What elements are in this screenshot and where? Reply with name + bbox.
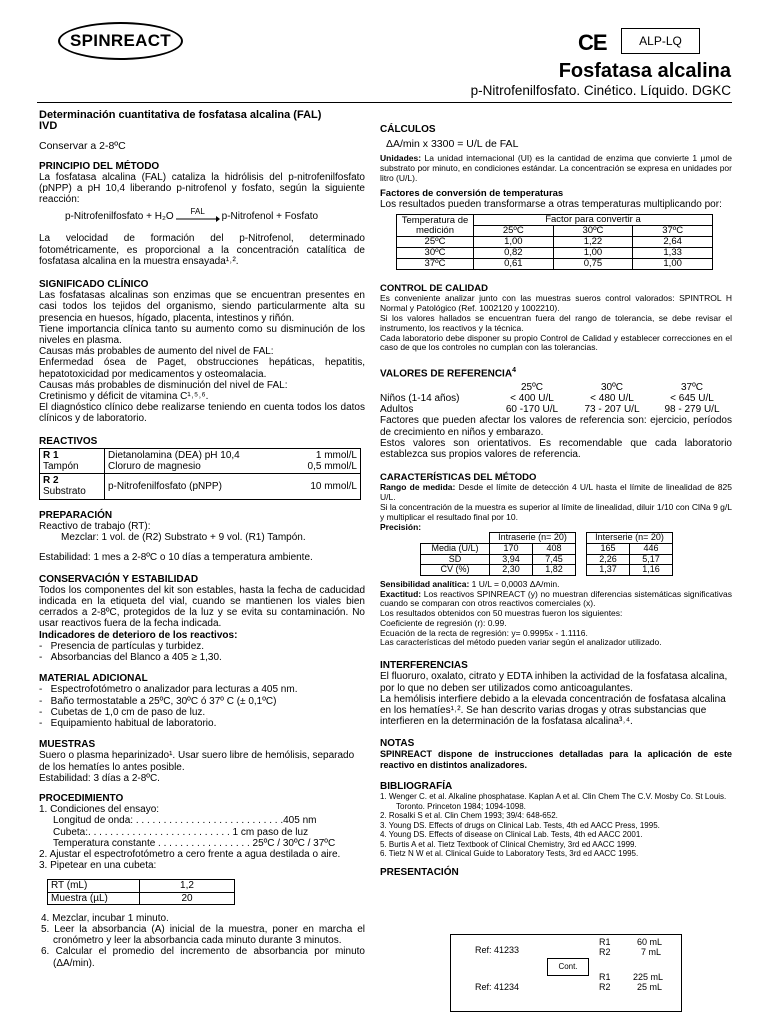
deterioro-list	[39, 641, 365, 663]
reaction-arrow	[176, 208, 220, 222]
significado-line: Causas más probables de disminución del nivel de FAL:	[39, 379, 288, 391]
factores-title: Factores de conversión de temperaturas	[380, 187, 564, 199]
factores-text: Los resultados pueden transformarse a otras temperaturas multiplicando por:	[380, 199, 722, 210]
row-label: Niños (1-14 años)	[380, 392, 460, 404]
table-header-row	[421, 533, 576, 544]
list-item: - Equipamiento habitual de laboratorio.	[39, 717, 217, 729]
step: 3. Pipetear en una cubeta:	[39, 860, 157, 872]
method-heading: Determinación cuantitativa de fosfatasa alcalina (FAL)	[39, 109, 322, 121]
pipette-label: Muestra (µL)	[48, 892, 140, 904]
muestras-title: MUESTRAS	[39, 739, 96, 751]
deterioro-title: Indicadores de deterioro de los reactivos:	[39, 629, 238, 641]
presentacion-title: PRESENTACIÓN	[380, 867, 459, 879]
principio-text: La fosfatasa alcalina (FAL) cataliza la hidrólisis del p-nitrofenilfosfato (pNPP) a pH 10,4 liberando p-nitrofenol y fosfato, según la siguiente reacción:	[39, 171, 365, 206]
preparacion-line: Reactivo de trabajo (RT):	[39, 520, 151, 532]
interferencias-text: El fluoruro, oxalato, citrato y EDTA inhiben la actividad de la fosfatasa alcalina, por lo que no deben ser utilizados como anticoagulantes.	[380, 671, 728, 694]
control-title: CONTROL DE CALIDAD	[380, 283, 489, 295]
precision-label: Precisión:	[380, 521, 422, 532]
list-item: 6. Tietz N W et al. Clinical Guide to Laboratory Tests, 3rd ed AACC 1995.	[380, 849, 639, 859]
referencia-text: Estos valores son orientativos. Es recomendable que cada laboratorio establezca sus propios valores de referencia.	[380, 437, 732, 460]
reagent-code: R 1	[43, 449, 59, 461]
list-item: - Presencia de partículas y turbidez.	[39, 640, 205, 652]
ecuacion-text: Ecuación de la recta de regresión: y= 0.9995x - 1.1116.	[380, 627, 588, 638]
component: Cloruro de magnesio	[108, 461, 201, 473]
table-row: Media (U/L) 170 408	[421, 543, 576, 554]
table-row: 165 446	[587, 543, 673, 554]
list-item: 1. Wenger C. et al. Alkaline phosphatase. Kaplan A et al. Clin Chem The C.V. Mosby Co. St Louis. Toronto. Princeton 1984; 1094-1098.	[380, 791, 727, 811]
cont-label: Cont.	[547, 958, 589, 976]
col-header: 25ºC	[474, 226, 554, 237]
reaction-enzyme: FAL	[190, 207, 205, 217]
material-title: MATERIAL ADICIONAL	[39, 673, 148, 685]
pipette-value: 1,2	[140, 880, 235, 892]
referencia-text: Factores que pueden afectar los valores de referencia son: ejercicio, períodos de crecimiento en niños y embarazo.	[380, 415, 732, 438]
referencia-title: VALORES DE REFERENCIA$^4$	[380, 367, 516, 380]
table-row: CV (%) 2,30 1,82	[421, 565, 576, 576]
reagent-label: R1	[599, 937, 611, 947]
step: 1. Condiciones del ensayo:	[39, 804, 160, 816]
step: 2. Ajustar el espectrofotómetro a cero frente a agua destilada o aire.	[39, 848, 341, 860]
step: 5. Leer la absorbancia (A) inicial de la muestra, poner en marcha el cronómetro y leer la absorbancia cada minuto durante 3 minutos.	[41, 923, 365, 947]
left-column	[39, 110, 365, 969]
col-header: 25ºC	[521, 381, 543, 393]
unidades-label: Unidades:	[380, 153, 422, 164]
intraserie-table	[420, 532, 576, 575]
spinreact-logo	[58, 22, 183, 60]
col-header: 37ºC	[681, 381, 703, 393]
condition: Temperatura constante . . . . . . . . . . . . . . . . . 25ºC / 30ºC / 37ºC	[53, 837, 336, 849]
reaction-equation	[65, 208, 365, 222]
reactivos-table	[39, 448, 361, 500]
presentacion-table	[450, 934, 682, 1012]
component: Dietanolamina (DEA) pH 10,4	[108, 449, 240, 461]
precision-tables	[420, 532, 732, 575]
calculos-formula: ΔA/min x 3300 = U/L de FAL	[386, 138, 519, 151]
reagent-cell	[40, 474, 105, 499]
header-divider	[37, 102, 732, 103]
control-line: Si los valores hallados se encuentran fuera del rango de tolerancia, se debe revisar el instrumento, los reactivos y la técnica.	[380, 313, 732, 333]
principio-title: PRINCIPIO DEL MÉTODO	[39, 160, 160, 172]
concentration: 10 mmol/L	[310, 480, 357, 492]
table-header-row	[587, 533, 673, 544]
storage-note: Conservar a 2-8ºC	[39, 140, 126, 153]
list-item: - Baño termostatable a 25ºC, 30ºC ó 37º C (± 0,1ºC)	[39, 695, 277, 707]
concentration: 0,5 mmol/L	[307, 461, 357, 473]
table-row	[40, 448, 361, 473]
significado-line: Las fosfatasas alcalinas son enzimas que se encuentran presentes en casi todos los tejidos del organismo, siendo particularmente alta su presencia en huesos, hígado, placenta, intestinos y riñón.	[39, 290, 365, 324]
condition: Cubeta:. . . . . . . . . . . . . . . . . . . . . . . . . . 1 cm paso de luz	[53, 826, 309, 838]
bibliografia-title: BIBLIOGRAFÍA	[380, 780, 453, 792]
reaction-right: p-Nitrofenol + Fosfato	[221, 211, 319, 223]
caracteristicas-title: CARACTERÍSTICAS DEL MÉTODO	[380, 472, 537, 484]
table-row	[48, 880, 235, 892]
bibliography-list	[380, 792, 732, 859]
list-item: 5. Burtis A et al. Tietz Textbook of Clinical Chemistry, 3rd ed AACC 1999.	[380, 839, 637, 849]
ivd-label: IVD	[39, 120, 58, 133]
table-row: SD 3,94 7,45	[421, 554, 576, 565]
step: 4. Mezclar, incubar 1 minuto.	[41, 912, 169, 924]
list-item: 4. Young DS. Effects of disease on Clinical Lab. Tests, 4th ed AACC 2001.	[380, 830, 643, 840]
reagent-cell	[40, 448, 105, 473]
component-cell	[105, 474, 287, 499]
table-row	[48, 892, 235, 904]
reagent-name: Substrato	[43, 486, 86, 498]
product-code: ALP-LQ	[639, 34, 682, 48]
significado-line: El diagnóstico clínico debe realizarse teniendo en cuenta todos los datos clínicos y de laboratorio.	[39, 402, 365, 425]
interferencias-text: La hemólisis interfiere debido a la elevada concentración de fosfatasa alcalina en los hematíes¹˒². Se han descrito varias drogas y otras substancias que interfieren en la determinación de la fosfatasa alcalina³˒⁴.	[380, 693, 726, 728]
steps-list	[39, 913, 365, 969]
unidades-text: Unidades: La unidad internacional (UI) es la cantidad de enzima que convierte 1 µmol de substrato por minuto, en condiciones estándar. La concentración se expresa en unidades por litro (U/L).	[380, 153, 732, 183]
control-line: Es conveniente analizar junto con las muestras sueros control valorados: SPINTROL H Normal y Patológico (Ref. 1002120 y 1002210).	[380, 293, 732, 314]
list-item: - Cubetas de 1,0 cm de paso de luz.	[39, 706, 206, 718]
component: p-Nitrofenilfosfato (pNPP)	[108, 480, 222, 492]
pipette-table	[47, 879, 235, 904]
col-header: 30ºC	[601, 381, 623, 393]
volume: 225 mL	[633, 972, 664, 982]
exactitud-label: Exactitud:	[380, 588, 422, 599]
ref-code: Ref: 41233	[475, 945, 520, 955]
calculos-title: CÁLCULOS	[380, 124, 436, 135]
preparacion-title: PREPARACIÓN	[39, 509, 113, 521]
rango-label: Rango de medida:	[380, 482, 456, 493]
concentration: 1 mmol/L	[315, 449, 357, 461]
significado-line: Enfermedad ósea de Paget, obstrucciones hepáticas, hepatitis, hepatotoxicidad por medicamentos y osteomalacia.	[39, 357, 365, 380]
list-item: 3. Young DS. Effects of drugs on Clinical Lab. Tests, 4th ed AACC Press, 1995.	[380, 820, 660, 830]
preparacion-line: Mezclar: 1 vol. de (R2) Substrato + 9 vol. (R1) Tampón.	[61, 532, 306, 544]
preparacion-stability: Estabilidad: 1 mes a 2-8ºC o 10 días a temperatura ambiente.	[39, 552, 313, 564]
conversion-table	[396, 214, 713, 270]
interserie-header: Interserie (n= 20)	[587, 533, 673, 544]
table-row: 25ºC 1,00 1,22 2,64	[397, 237, 713, 248]
reagent-label: R1	[599, 972, 611, 982]
pipette-label: RT (mL)	[48, 880, 140, 892]
component-cell	[105, 448, 287, 473]
muestras-text: Suero o plasma heparinizado¹. Usar suero libre de hemólisis, separado de los hematíes lo antes posible.	[39, 750, 355, 773]
notas-title: NOTAS	[380, 737, 415, 749]
results-text: Los resultados obtenidos con 50 muestras fueron los siguientes:	[380, 608, 623, 619]
table-row: 30ºC 0,82 1,00 1,33	[397, 248, 713, 259]
coef-text: Coeficiente de regresión (r): 0.99.	[380, 617, 507, 628]
principio-text-2: La velocidad de formación del p-Nitrofenol, determinado fotométricamente, es proporcional a la concentración catalítica de fosfatasa alcalina en la muestra ensayada¹˒².	[39, 233, 365, 267]
table-header-row	[397, 215, 713, 226]
significado-line: Causas más probables de aumento del nivel de FAL:	[39, 346, 274, 358]
sensibilidad-text: Sensibilidad analítica: 1 U/L = 0,0003 ΔA/min.	[380, 578, 560, 589]
procedimiento-title: PROCEDIMIENTO	[39, 792, 124, 804]
step: 6. Calcular el promedio del incremento de absorbancia por minuto (ΔA/min).	[41, 946, 365, 969]
significado-line: Cretinismo y déficit de vitamina C¹˒⁵˒⁶.	[39, 391, 209, 403]
pipette-value: 20	[140, 892, 235, 904]
reagent-name: Tampón	[43, 461, 79, 473]
volume: 7 mL	[641, 947, 662, 957]
muestras-stability: Estabilidad: 3 días a 2-8ºC.	[39, 772, 160, 784]
reaction-left: p-Nitrofenilfosfato + H₂O	[65, 211, 174, 223]
ce-mark: CE	[578, 30, 607, 55]
col-header: 30ºC	[553, 226, 633, 237]
interserie-table	[586, 532, 673, 575]
right-column	[380, 124, 732, 878]
reactivos-title: REACTIVOS	[39, 435, 98, 447]
list-item: - Absorbancias del Blanco a 405 ≥ 1,30.	[39, 651, 222, 663]
reagent-label: R2	[599, 947, 611, 957]
sensibilidad-label: Sensibilidad analítica:	[380, 578, 470, 589]
table-row	[40, 474, 361, 499]
conservacion-text: Todos los componentes del kit son estables, hasta la fecha de caducidad indicada en la etiqueta del vial, cuando se mantienen los viales bien cerrados a 2-8ºC, protegidos de la luz y se evita su contaminación. No usar reactivos fuera de la fecha indicada.	[39, 584, 365, 630]
logo-text: SPINREACT	[70, 31, 171, 50]
control-line: Cada laboratorio debe disponer su propio Control de Calidad y establecer correcciones en el caso de que los controles no cumplan con las tolerancias.	[380, 332, 732, 353]
final-text: Las características del método pueden variar según el analizador utilizado.	[380, 637, 662, 648]
reagent-code: R 2	[43, 475, 59, 487]
reagent-label: R2	[599, 982, 611, 992]
referencia-sup: 4	[512, 367, 516, 375]
product-code-box	[621, 28, 700, 54]
notas-text: SPINREACT dispone de instrucciones detalladas para la aplicación de este reactivo en distintos analizadores.	[380, 748, 732, 770]
list-item: - Espectrofotómetro o analizador para lecturas a 405 nm.	[39, 684, 298, 696]
significado-title: SIGNIFICADO CLÍNICO	[39, 279, 149, 291]
document-title: Fosfatasa alcalina	[558, 60, 731, 82]
table-row: 2,26 5,17	[587, 554, 673, 565]
volume: 60 mL	[637, 937, 663, 947]
conservacion-title: CONSERVACIÓN Y ESTABILIDAD	[39, 573, 199, 585]
document-subtitle: p-Nitrofenilfosfato. Cinético. Líquido. DGKC	[470, 83, 731, 98]
volume: 25 mL	[637, 982, 663, 992]
arrow-icon	[176, 216, 220, 222]
significado-line: Tiene importancia clínica tanto su aumento como su disminución de los niveles en plasma.	[39, 323, 365, 347]
row-label: Adultos	[380, 404, 414, 416]
col-header: 37ºC	[633, 226, 713, 237]
concentration-cell	[287, 448, 361, 473]
interferencias-title: INTERFERENCIAS	[380, 660, 468, 672]
exactitud-text: Exactitud: Los reactivos SPINREACT (y) no muestran diferencias sistemáticas significativas cuando se comparan con otros reactivos comerciales (x).	[380, 588, 732, 609]
condition: Longitud de onda: . . . . . . . . . . . . . . . . . . . . . . . . . . .405 nm	[53, 815, 317, 827]
dilucion-text: Si la concentración de la muestra es superior al límite de linealidad, diluir 1/10 con ClNa 9 g/L y multiplicar el resultado final por 10.	[380, 501, 732, 522]
material-list	[39, 684, 365, 729]
referencia-grid: 25ºC 30ºC 37ºC Niños (1-14 años) < 400 U/L < 480 U/L < 645 U/L Adultos 60 -170 U/L 73 - 207 U/L 98 - 279 U/L	[380, 382, 732, 416]
ref-code: Ref: 41234	[475, 982, 520, 992]
temp-header: Temperatura de medición	[397, 215, 474, 237]
table-row: 37ºC 0,61 0,75 1,00	[397, 259, 713, 270]
intraserie-header: Intraserie (n= 20)	[490, 533, 576, 544]
factor-header: Factor para convertir a	[474, 215, 713, 226]
rango-text: Rango de medida: Desde el límite de detección 4 U/L hasta el límite de linealidad de 825 U/L.	[380, 482, 732, 503]
list-item: 2. Rosalki S et al. Clin Chem 1993; 39/4: 648-652.	[380, 811, 558, 821]
table-row: 1,37 1,16	[587, 565, 673, 576]
concentration-cell	[287, 474, 361, 499]
